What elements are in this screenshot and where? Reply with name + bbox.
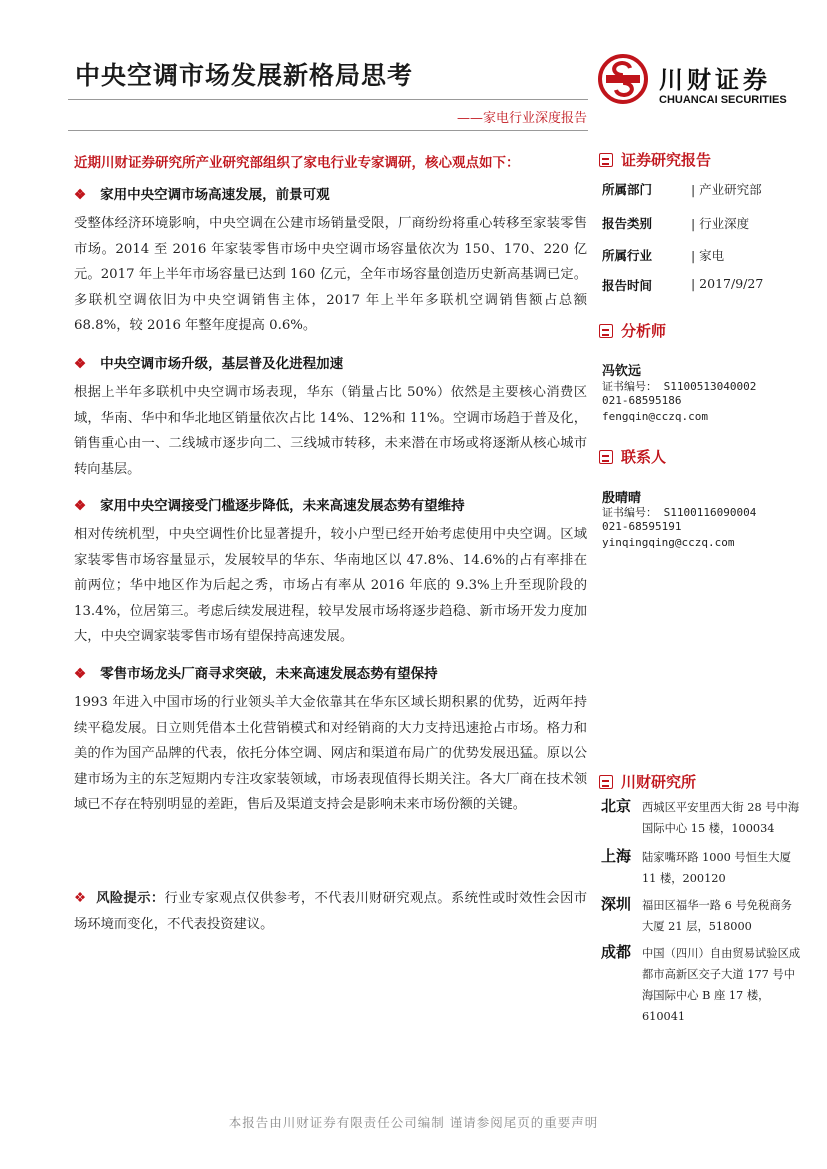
heading-marker-icon: [599, 450, 613, 464]
diamond-bullet-icon: ❖: [74, 891, 87, 906]
diamond-bullet-icon: ❖: [74, 187, 87, 203]
institute-heading: 川财研究所: [599, 771, 696, 792]
heading-marker-icon: [599, 775, 613, 789]
company-name-cn: 川财证券: [659, 66, 771, 94]
analyst-heading: 分析师: [599, 320, 666, 341]
office-address: 福田区福华一路 6 号免税商务大厦 21 层，518000: [642, 899, 792, 933]
section-body: 受整体经济环境影响，中央空调在公建市场销量受限，厂商纷纷将重心转移至家装零售市场。2014 至 2016 年家装零售市场中央空调市场容量依次为 150、170、220 亿元。2017 年上半年市场容量已达到 160 亿元，全年市场容量创造历史新高基调已定。多联机空调依旧为中央空调销售主体，2017 年上半年多联机空调销售额占总额 68.8%，较 2016 年整年度提高 0.6%。: [74, 216, 587, 334]
office-address: 中国（四川）自由贸易试验区成都市高新区交子大道 177 号中海国际中心 B 座 17 楼，610041: [642, 947, 801, 1023]
office-city: 北京: [601, 797, 632, 815]
section-heading: ❖ 家用中央空调市场高速发展，前景可观: [74, 187, 330, 203]
meta-value: | 行业深度: [691, 216, 750, 231]
contact-heading: 联系人: [599, 446, 666, 467]
header-divider: [68, 130, 588, 131]
diamond-bullet-icon: ❖: [74, 356, 87, 372]
heading-marker-icon: [599, 153, 613, 167]
section-heading: ❖ 家用中央空调接受门槛逐步降低，未来高速发展态势有望维持: [74, 498, 465, 514]
diamond-bullet-icon: ❖: [74, 498, 87, 514]
meta-key: 所属行业: [602, 248, 653, 263]
meta-value: | 产业研究部: [691, 182, 762, 197]
contact-phone: 021-68595191: [602, 520, 682, 533]
office-city: 深圳: [601, 895, 632, 913]
analyst-email[interactable]: fengqin@cczq.com: [602, 410, 708, 423]
office-address: 陆家嘴环路 1000 号恒生大厦 11 楼，200120: [642, 851, 791, 885]
risk-text: 行业专家观点仅供参考，不代表川财研究观点。系统性或时效性会因市场环境而变化，不代表投资建议。: [74, 891, 588, 932]
contact-cert: 证书编号： S1100116090004: [602, 506, 757, 519]
meta-value: | 家电: [691, 248, 725, 263]
analyst-name: 冯钦远: [602, 364, 642, 379]
diamond-bullet-icon: ❖: [74, 666, 87, 682]
footer-disclaimer: 本报告由川财证券有限责任公司编制 谨请参阅尾页的重要声明: [228, 1115, 599, 1130]
report-title: 中央空调市场发展新格局思考: [75, 61, 414, 90]
heading-marker-icon: [599, 324, 613, 338]
office-address: 西城区平安里西大街 28 号中海国际中心 15 楼，100034: [642, 801, 800, 835]
company-logo-icon: [598, 54, 648, 104]
office-city: 上海: [601, 847, 632, 865]
meta-key: 报告时间: [602, 278, 653, 293]
analyst-phone: 021-68595186: [602, 394, 682, 407]
meta-key: 报告类别: [602, 216, 653, 231]
section-body: 相对传统机型，中央空调性价比显著提升，较小户型已经开始考虑使用中央空调。区域家装零售市场容量显示，发展较早的华东、华南地区以 47.8%、14.6%的占有率排在前两位；华中地区作为后起之秀，市场占有率从 2016 年底的 9.3%上升至现阶段的 13.4%，位居第三。考虑后续发展进程，较早发展市场将逐步趋稳、新市场开发力度加大，中央空调家装零售市场有望保持高速发展。: [74, 527, 587, 645]
analyst-cert: 证书编号： S1100513040002: [602, 380, 757, 393]
risk-note: [74, 886, 587, 937]
company-name-en: CHUANCAI SECURITIES: [659, 94, 787, 106]
report-subtitle: ——家电行业深度报告: [456, 111, 587, 126]
risk-label: 风险提示：: [96, 891, 165, 906]
header-divider: [68, 99, 588, 100]
section-heading: ❖ 零售市场龙头厂商寻求突破，未来高速发展态势有望保持: [74, 666, 438, 682]
contact-email[interactable]: yinqingqing@cczq.com: [602, 536, 735, 549]
section-body: 1993 年进入中国市场的行业领头羊大金依靠其在华东区域长期积累的优势，近两年持续平稳发展。日立则凭借本土化营销模式和对经销商的大力支持迅速抢占市场。格力和美的作为国产品牌的代表，依托分体空调、网店和渠道布局广的优势发展迅猛。原以公建市场为主的东芝短期内专注攻家装领域，市场表现值得长期关注。各大厂商在技术领域已不存在特别明显的差距，售后及渠道支持会是影响未来市场份额的关键。: [74, 695, 587, 813]
office-city: 成都: [601, 943, 632, 961]
section-body: 根据上半年多联机中央空调市场表现，华东（销量占比 50%）依然是主要核心消费区域，华南、华中和华北地区销量依次占比 14%、12%和 11%。空调市场趋于普及化，销售重心由一、二线城市逐步向二、三线城市转移，未来潜在市场或将逐渐从核心城市转向基层。: [74, 385, 587, 477]
meta-value: | 2017/9/27: [691, 276, 764, 291]
report-info-heading: 证券研究报告: [599, 149, 711, 170]
meta-key: 所属部门: [602, 182, 653, 197]
contact-name: 殷晴晴: [602, 491, 642, 506]
lead-sentence: 近期川财证券研究所产业研究部组织了家电行业专家调研，核心观点如下：: [74, 155, 520, 171]
section-heading: ❖ 中央空调市场升级，基层普及化进程加速: [74, 356, 344, 372]
